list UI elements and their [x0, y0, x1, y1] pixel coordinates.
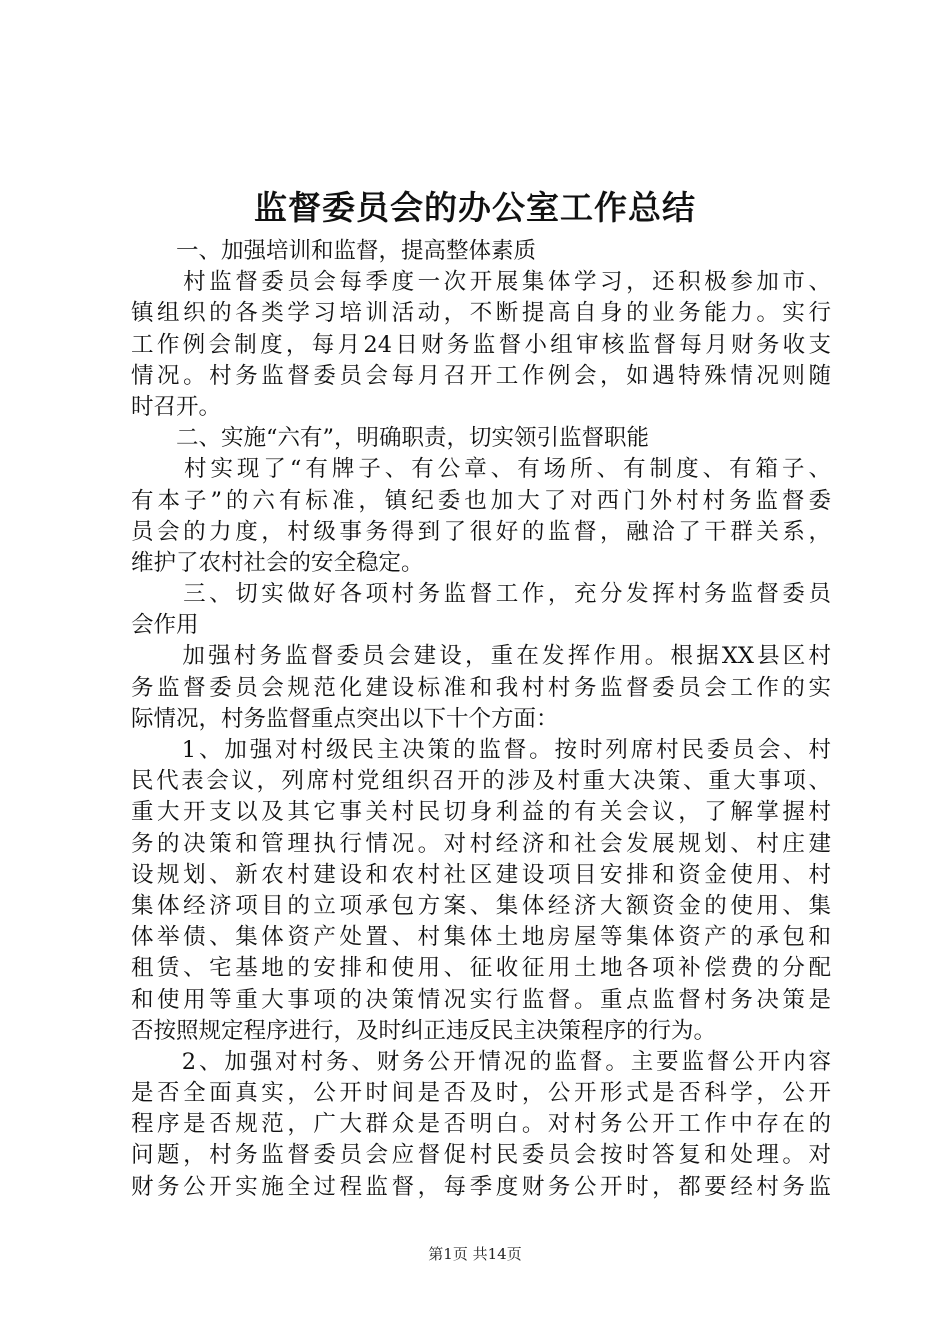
text-line: 集体经济项目的立项承包方案、集体经济大额资金的使用、集 — [131, 892, 831, 919]
text-line: 加强村务监督委员会建设，重在发挥作用。根据XX县区村 — [131, 643, 831, 670]
text-line: 问题，村务监督委员会应督促村民委员会按时答复和处理。对 — [131, 1142, 831, 1169]
text-line: 程序是否规范，广大群众是否明白。对村务公开工作中存在的 — [131, 1111, 831, 1138]
text-line: 设规划、新农村建设和农村社区建设项目安排和资金使用、村 — [131, 861, 831, 888]
text-line: 镇组织的各类学习培训活动，不断提高自身的业务能力。实行 — [131, 300, 831, 327]
document-title: 监督委员会的办公室工作总结 — [254, 188, 696, 227]
text-line: 1、加强对村级民主决策的监督。按时列席村民委员会、村 — [131, 737, 831, 763]
text-line: 会作用 — [131, 612, 199, 639]
text-line: 务的决策和管理执行情况。对村经济和社会发展规划、村庄建 — [131, 830, 831, 857]
text-line: 际情况，村务监督重点突出以下十个方面： — [131, 705, 559, 732]
text-line: 维护了农村社会的安全稳定。 — [131, 549, 424, 576]
text-line: 二、实施“六有”，明确职责，切实领引监督职能 — [131, 425, 650, 452]
text-line: 体举债、集体资产处置、村集体土地房屋等集体资产的承包和 — [131, 924, 831, 951]
text-line: 员会的力度，村级事务得到了很好的监督，融洽了干群关系， — [131, 518, 831, 545]
page-footer: 第1页 共14页 — [428, 1245, 522, 1263]
text-line: 有本子”的六有标准，镇纪委也加大了对西门外村村务监督委 — [131, 487, 831, 514]
text-line: 财务公开实施全过程监督，每季度财务公开时，都要经村务监 — [131, 1173, 831, 1200]
document-body — [131, 236, 831, 1203]
text-line: 民代表会议，列席村党组织召开的涉及村重大决策、重大事项、 — [131, 768, 831, 795]
text-line: 和使用等重大事项的决策情况实行监督。重点监督村务决策是 — [131, 986, 831, 1013]
text-line: 情况。村务监督委员会每月召开工作例会，如遇特殊情况则随 — [131, 362, 831, 389]
text-line: 一、加强培训和监督，提高整体素质 — [131, 238, 537, 264]
text-line: 工作例会制度，每月24日财务监督小组审核监督每月财务收支 — [131, 331, 831, 358]
text-line: 时召开。 — [131, 393, 222, 420]
text-line: 村实现了“有牌子、有公章、有场所、有制度、有箱子、 — [131, 456, 831, 483]
text-line: 三、切实做好各项村务监督工作，充分发挥村务监督委员 — [131, 581, 831, 608]
text-line: 租赁、宅基地的安排和使用、征收征用土地各项补偿费的分配 — [131, 955, 831, 982]
text-line: 2、加强对村务、财务公开情况的监督。主要监督公开内容 — [131, 1048, 831, 1075]
text-line: 村监督委员会每季度一次开展集体学习，还积极参加市、 — [131, 269, 831, 296]
text-line: 否按照规定程序进行，及时纠正违反民主决策程序的行为。 — [131, 1017, 717, 1044]
text-line: 重大开支以及其它事关村民切身利益的有关会议，了解掌握村 — [131, 799, 831, 826]
text-line: 是否全面真实，公开时间是否及时，公开形式是否科学，公开 — [131, 1080, 831, 1107]
text-line: 务监督委员会规范化建设标准和我村村务监督委员会工作的实 — [131, 674, 831, 701]
